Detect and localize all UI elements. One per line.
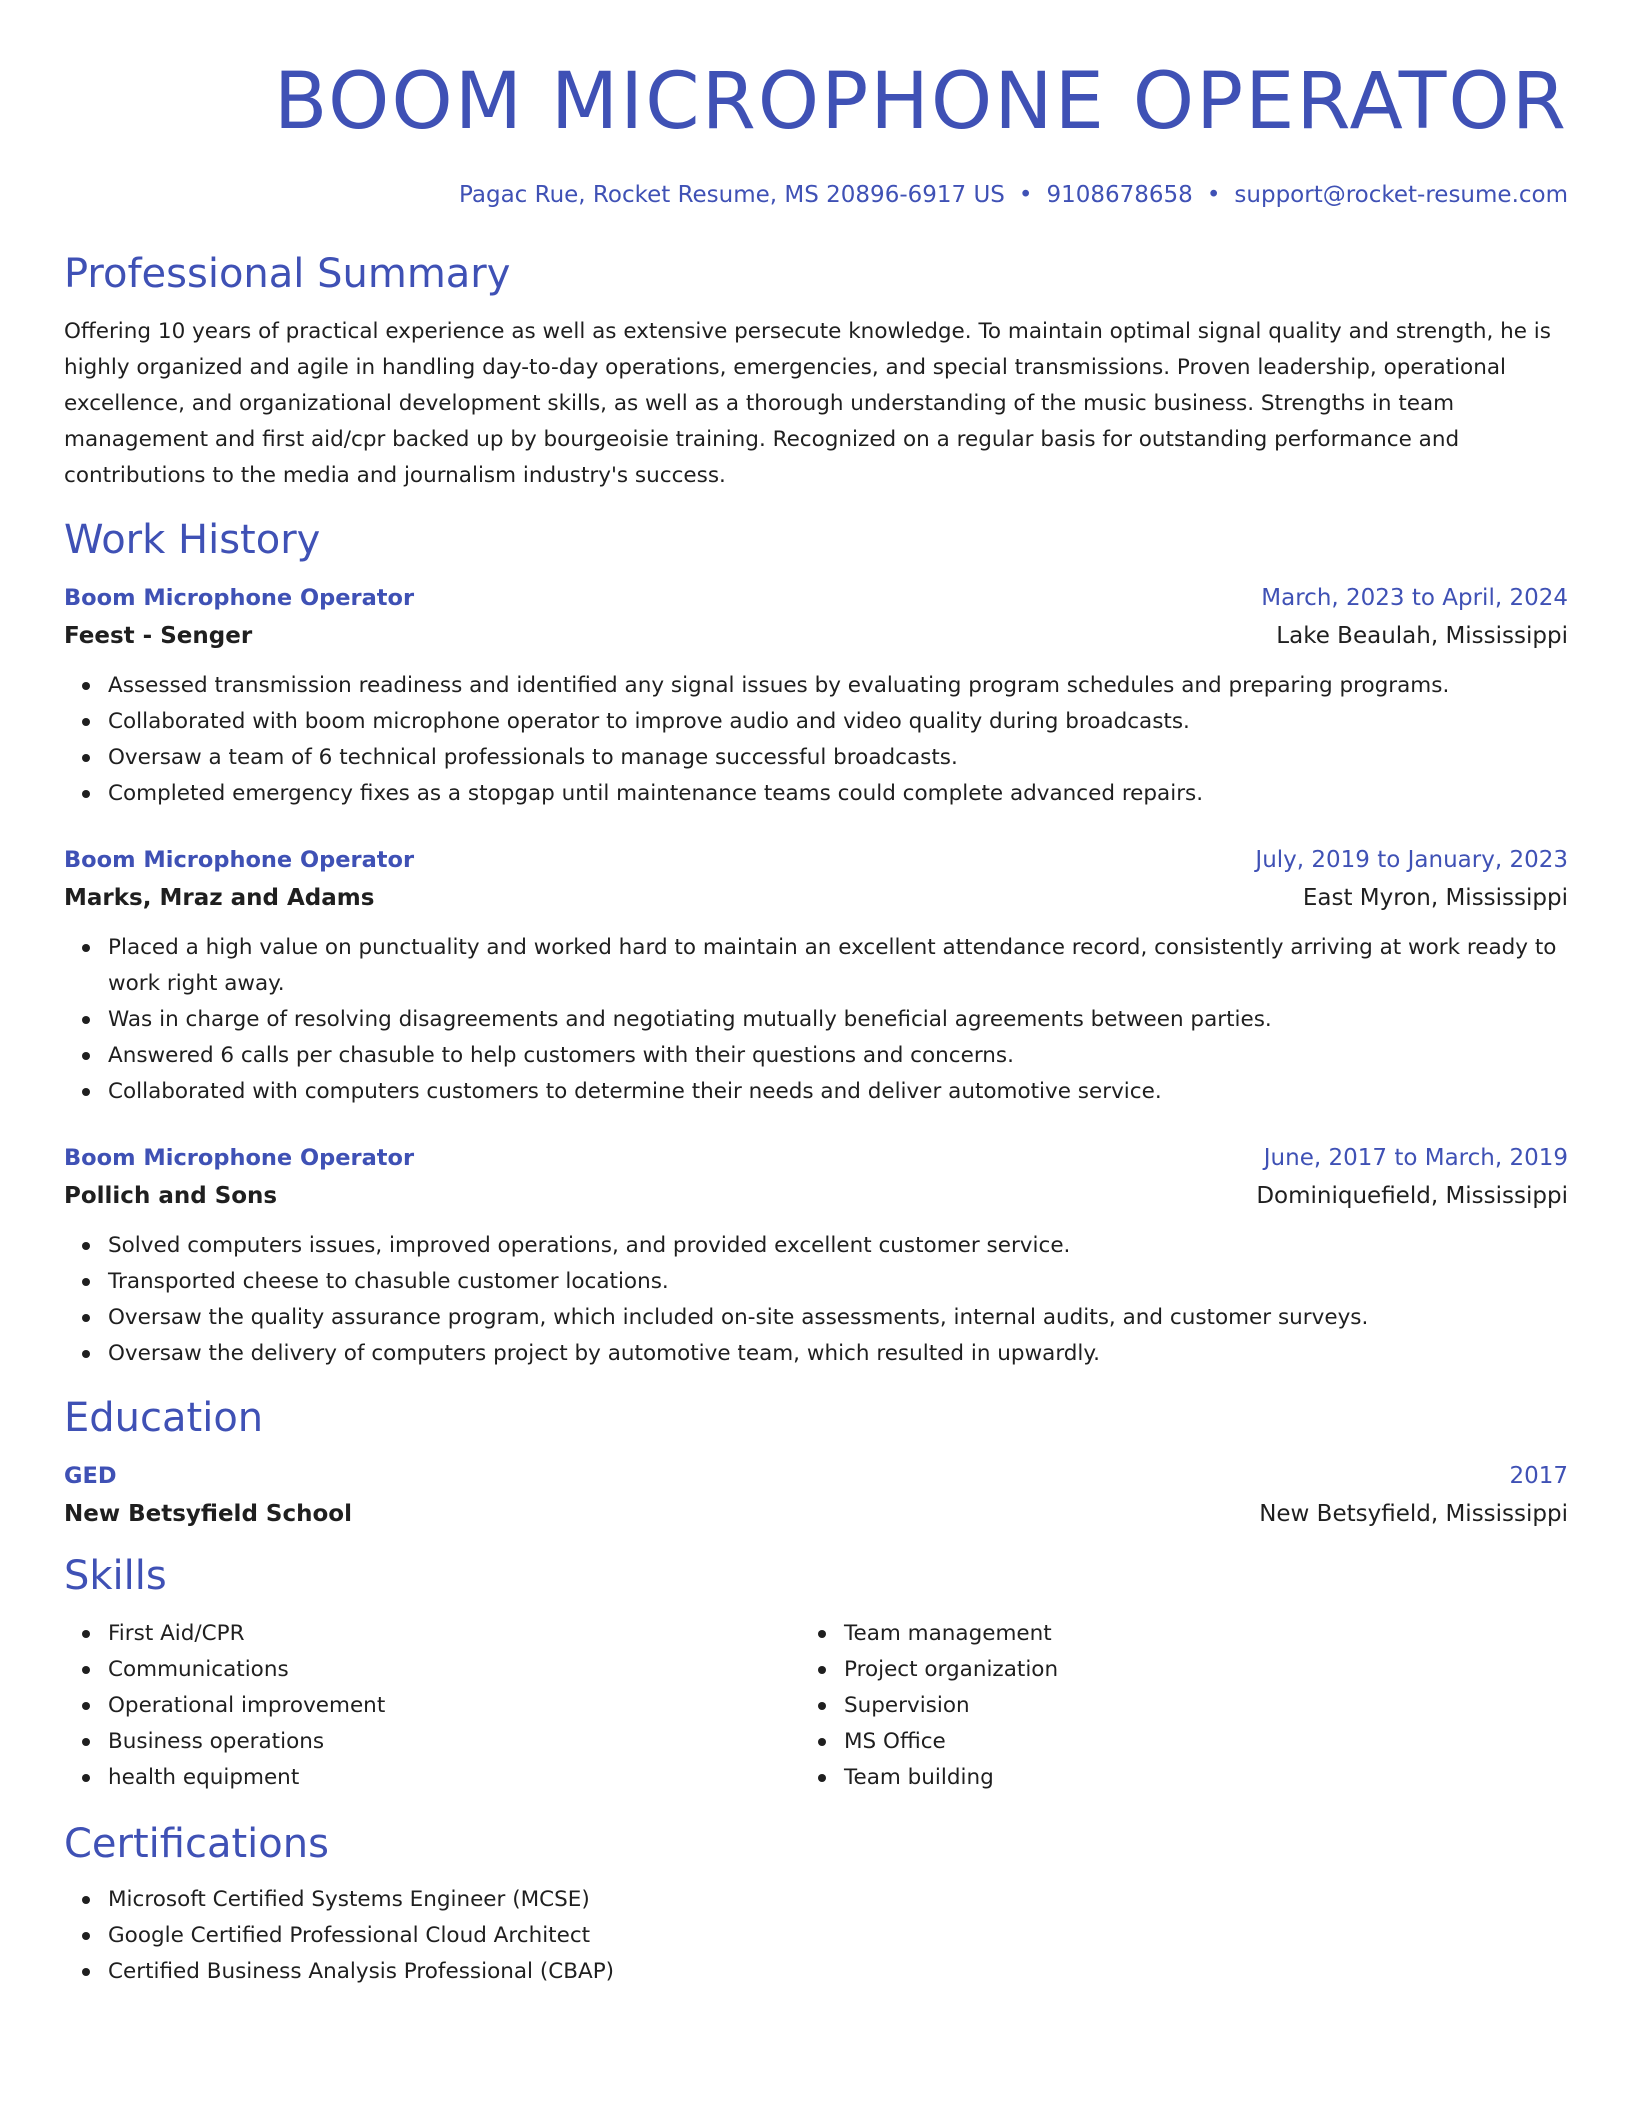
skill-item: Communications [108,1652,800,1688]
skill-item: First Aid/CPR [108,1616,800,1652]
job-company: Pollich and Sons [64,1183,278,1209]
skill-item: Supervision [844,1688,1536,1724]
job-bullets [64,930,1568,1110]
work-history-heading: Work History [64,517,321,563]
job-location: Dominiquefield, Mississippi [1256,1183,1568,1209]
job-location: Lake Beaulah, Mississippi [1276,623,1568,649]
job-dates: June, 2017 to March, 2019 [1263,1145,1568,1171]
certifications-section [64,1818,1568,1990]
certification-item: Microsoft Certified Systems Engineer (MCSE) [108,1882,1568,1918]
work-history-section [64,514,1568,1372]
education-year: 2017 [1509,1463,1568,1489]
list-item: Completed emergency fixes as a stopgap until maintenance teams could complete advanced repairs. [108,776,1568,812]
job-role: Boom Microphone Operator [64,1145,415,1171]
list-item: Collaborated with boom microphone operator to improve audio and video quality during broadcasts. [108,704,1568,740]
list-item: Oversaw a team of 6 technical professionals to manage successful broadcasts. [108,740,1568,776]
contact-separator: • [1206,182,1221,208]
job-entry [64,1140,1568,1372]
job-company: Marks, Mraz and Adams [64,885,375,911]
list-item: Collaborated with computers customers to determine their needs and deliver automotive service. [108,1074,1568,1110]
skills-column-right [800,1616,1536,1796]
summary-heading: Professional Summary [64,251,511,297]
summary-text: Offering 10 years of practical experience as well as extensive persecute knowledge. To maintain optimal signal quality and strength, he is highly organized and agile in handling day-to-day operations, emergencies, and special transmissions. Proven leadership, operational excellence, and organizational development skills, as well as a thorough understanding of the music business. Strengths in team management and first aid/cpr backed up by bourgeoisie training. Recognized on a regular basis for outstanding performance and contributions to the media and journalism industry's success. [64,319,1551,488]
job-bullets [64,1228,1568,1372]
certification-item: Certified Business Analysis Professional (CBAP) [108,1954,1568,1990]
skill-item: Team management [844,1616,1536,1652]
list-item: Oversaw the delivery of computers project by automotive team, which resulted in upwardly. [108,1336,1568,1372]
contact-address: Pagac Rue, Rocket Resume, MS 20896-6917 US [459,182,1005,208]
contact-line [64,180,1568,210]
skill-item: MS Office [844,1724,1536,1760]
skill-item: Business operations [108,1724,800,1760]
skills-column-left [64,1616,800,1796]
skills-heading: Skills [64,1553,167,1599]
job-dates: March, 2023 to April, 2024 [1261,585,1568,611]
list-item: Assessed transmission readiness and identified any signal issues by evaluating program schedules and preparing programs. [108,668,1568,704]
education-degree: GED [64,1463,117,1489]
contact-email: support@rocket-resume.com [1234,182,1568,208]
job-location: East Myron, Mississippi [1302,885,1568,911]
job-company: Feest - Senger [64,623,253,649]
certifications-list [64,1882,1568,1990]
skills-grid [64,1616,1568,1796]
contact-separator: • [1018,182,1033,208]
resume-header [64,48,1568,210]
education-school: New Betsyfield School [64,1501,352,1527]
skill-item: Project organization [844,1652,1536,1688]
contact-phone: 9108678658 [1046,182,1193,208]
candidate-name: BOOM MICROPHONE OPERATOR [273,57,1568,147]
job-role: Boom Microphone Operator [64,847,415,873]
education-section [64,1392,1568,1534]
education-location: New Betsyfield, Mississippi [1259,1501,1568,1527]
skill-item: Team building [844,1760,1536,1796]
skill-item: Operational improvement [108,1688,800,1724]
job-role: Boom Microphone Operator [64,585,415,611]
certification-item: Google Certified Professional Cloud Architect [108,1918,1568,1954]
list-item: Solved computers issues, improved operations, and provided excellent customer service. [108,1228,1568,1264]
job-entry [64,842,1568,1110]
certifications-heading: Certifications [64,1821,329,1867]
education-heading: Education [64,1395,264,1441]
list-item: Transported cheese to chasuble customer locations. [108,1264,1568,1300]
education-entry [64,1458,1568,1534]
skills-section [64,1550,1568,1796]
list-item: Answered 6 calls per chasuble to help customers with their questions and concerns. [108,1038,1568,1074]
list-item: Placed a high value on punctuality and worked hard to maintain an excellent attendance record, consistently arriving at work ready to work right away. [108,930,1568,1002]
skill-item: health equipment [108,1760,800,1796]
summary-section [64,248,1568,494]
job-entry [64,580,1568,812]
list-item: Was in charge of resolving disagreements and negotiating mutually beneficial agreements between parties. [108,1002,1568,1038]
job-dates: July, 2019 to January, 2023 [1255,847,1568,873]
job-bullets [64,668,1568,812]
list-item: Oversaw the quality assurance program, which included on-site assessments, internal audits, and customer surveys. [108,1300,1568,1336]
